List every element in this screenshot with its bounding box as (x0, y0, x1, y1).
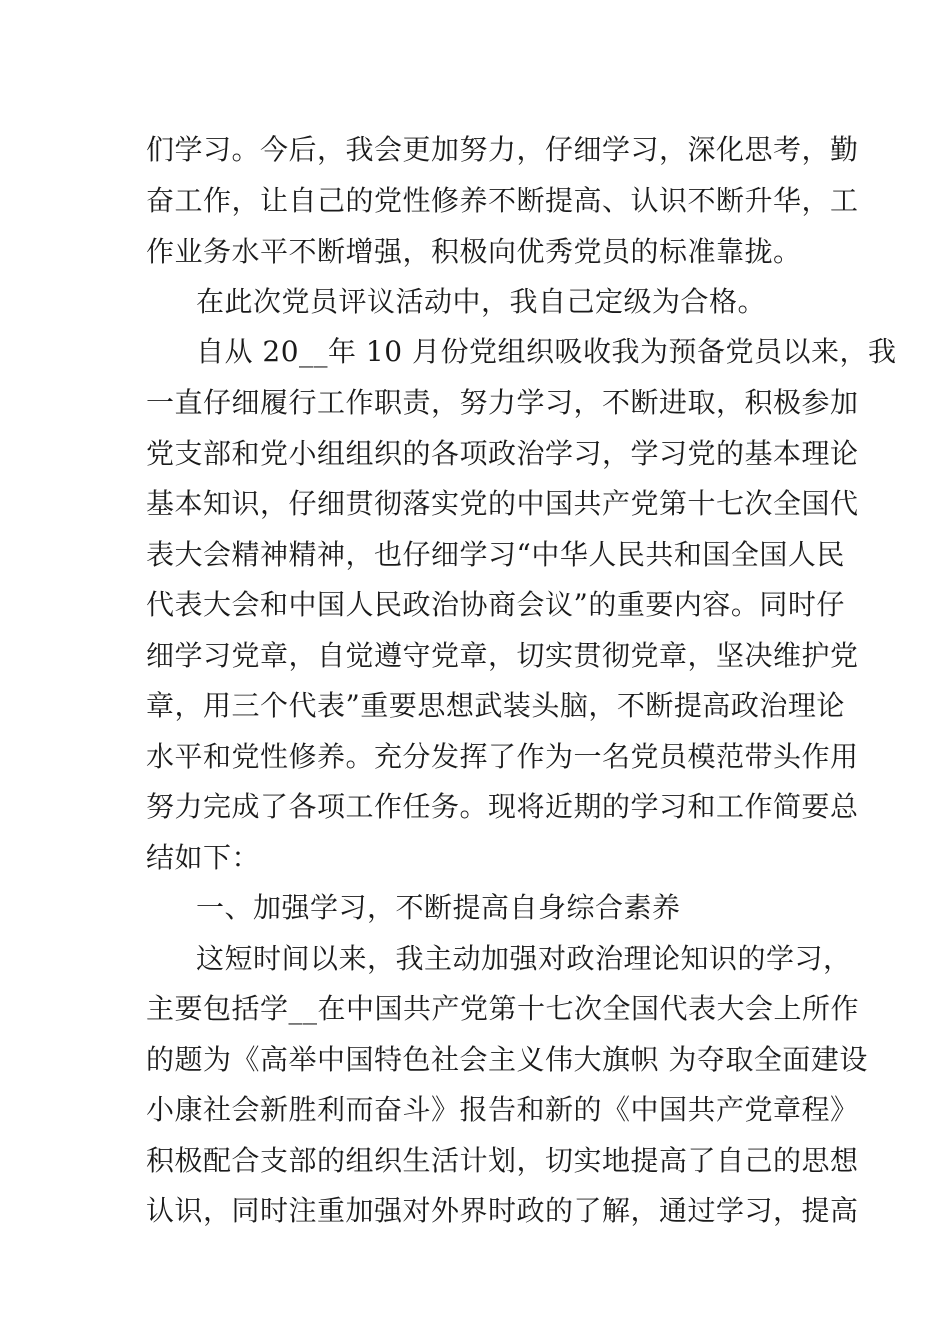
text-line: 结如下： (146, 841, 261, 874)
text-line: 这短时间以来，我主动加强对政治理论知识的学习， (196, 942, 852, 975)
text-line: 努力完成了各项工作任务。现将近期的学习和工作简要总 (146, 790, 859, 823)
text-line: 作业务水平不断增强，积极向优秀党员的标准靠拢。 (146, 235, 802, 268)
text-line: 表大会精神精神，也仔细学习“中华人民共和国全国人民 (146, 538, 845, 571)
section-heading: 一、加强学习，不断提高自身综合素养 (196, 891, 681, 924)
text-line: 党支部和党小组组织的各项政治学习，学习党的基本理论 (146, 437, 859, 470)
text-line: 一直仔细履行工作职责，努力学习，不断进取，积极参加 (146, 386, 859, 419)
text-line: 们学习。今后，我会更加努力，仔细学习，深化思考，勤 (146, 133, 859, 166)
text-line: 小康社会新胜利而奋斗》报告和新的《中国共产党章程》 (146, 1093, 859, 1126)
text-line: 在此次党员评议活动中，我自己定级为合格。 (196, 285, 767, 318)
text-line: 主要包括学__在中国共产党第十七次全国代表大会上所作 (146, 992, 860, 1025)
text-line: 奋工作，让自己的党性修养不断提高、认识不断升华，工 (146, 184, 859, 217)
text-line: 代表大会和中国人民政治协商会议”的重要内容。同时仔 (146, 588, 845, 621)
text-line: 积极配合支部的组织生活计划，切实地提高了自己的思想 (146, 1144, 859, 1177)
text-line: 基本知识，仔细贯彻落实党的中国共产党第十七次全国代 (146, 487, 859, 520)
text-line: 细学习党章，自觉遵守党章，切实贯彻党章，坚决维护党 (146, 639, 859, 672)
text-line: 章，用三个代表”重要思想武装头脑，不断提高政治理论 (146, 689, 845, 722)
text-line: 认识，同时注重加强对外界时政的了解，通过学习，提高 (146, 1194, 859, 1227)
text-line: 自从 20__年 10 月份党组织吸收我为预备党员以来，我 (196, 335, 897, 368)
text-line: 水平和党性修养。充分发挥了作为一名党员模范带头作用 (146, 740, 859, 773)
text-line: 的题为《高举中国特色社会主义伟大旗帜 为夺取全面建设 (146, 1043, 868, 1076)
